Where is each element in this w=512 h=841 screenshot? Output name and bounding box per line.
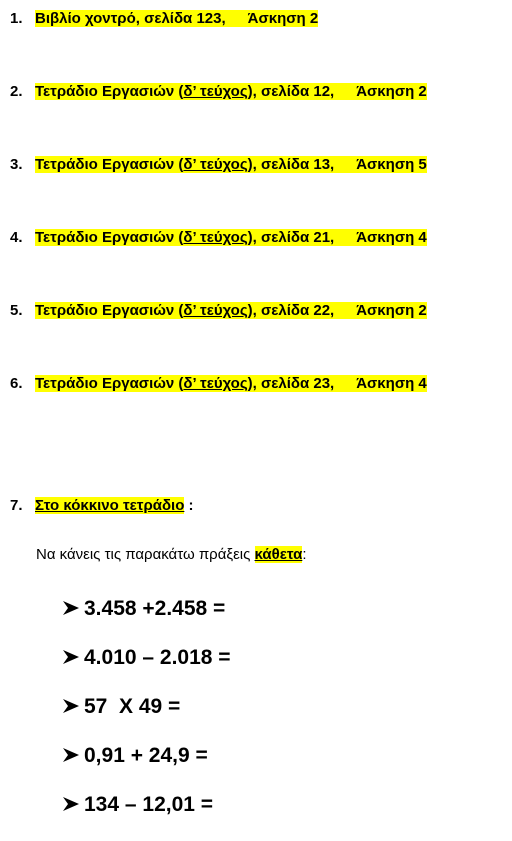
item-volume: δ’ τεύχος xyxy=(183,375,248,392)
item-text: Τετράδιο Εργασιών ( xyxy=(35,375,184,392)
list-item xyxy=(10,375,427,392)
item-exercise: Άσκηση 5 xyxy=(356,156,427,173)
item-text: Τετράδιο Εργασιών ( xyxy=(35,83,184,100)
arrow-bullet-icon xyxy=(62,744,84,768)
instruction-text: Να κάνεις τις παρακάτω πράξεις xyxy=(36,546,255,563)
operation-text: 4.010 – 2.018 = xyxy=(84,646,231,669)
item-page: ), σελίδα 21, xyxy=(247,229,335,246)
list-item xyxy=(10,229,427,246)
item-page: ), σελίδα 22, xyxy=(247,302,335,319)
item-text: Βιβλίο χοντρό, σελίδα 123, xyxy=(35,10,226,27)
item-text-highlight xyxy=(35,10,318,27)
item-volume: δ’ τεύχος xyxy=(183,302,248,319)
item-exercise: Άσκηση 4 xyxy=(356,229,427,246)
arrow-bullet-icon xyxy=(62,597,84,621)
list-item xyxy=(10,10,318,27)
instruction xyxy=(36,546,307,563)
operation-item xyxy=(62,793,213,817)
list-item xyxy=(10,156,427,173)
item-page: ), σελίδα 12, xyxy=(247,83,335,100)
item-page: ), σελίδα 23, xyxy=(247,375,335,392)
list-item xyxy=(10,302,427,319)
arrow-bullet-icon xyxy=(62,646,84,670)
operation-text: 3.458 +2.458 = xyxy=(84,597,226,620)
item-text-highlight xyxy=(35,375,427,392)
item-volume: δ’ τεύχος xyxy=(183,83,248,100)
arrow-bullet-icon xyxy=(62,793,84,817)
item-text-highlight xyxy=(35,83,427,100)
list-item xyxy=(10,83,427,100)
item-exercise: Άσκηση 2 xyxy=(356,302,427,319)
item-text-highlight xyxy=(35,156,427,173)
item-text: Τετράδιο Εργασιών ( xyxy=(35,229,184,246)
list-item xyxy=(10,497,194,514)
arrow-bullet-icon xyxy=(62,695,84,719)
instruction-suffix: : xyxy=(302,546,307,563)
item-text: Τετράδιο Εργασιών ( xyxy=(35,156,184,173)
item-exercise: Άσκηση 2 xyxy=(247,10,319,27)
item-suffix: : xyxy=(184,497,194,514)
item-text-highlight xyxy=(35,302,427,319)
item-text: Τετράδιο Εργασιών ( xyxy=(35,302,184,319)
item-number: 6. xyxy=(10,375,23,392)
operation-text: 0,91 + 24,9 = xyxy=(84,744,208,767)
item-number: 3. xyxy=(10,156,23,173)
item-label: Στο κόκκινο τετράδιο xyxy=(35,497,185,514)
operation-text: 134 – 12,01 = xyxy=(84,793,214,816)
instruction-highlight: κάθετα xyxy=(254,546,303,563)
item-number: 1. xyxy=(10,10,23,27)
item-text-highlight xyxy=(35,229,427,246)
operation-item xyxy=(62,744,208,768)
item-number: 7. xyxy=(10,497,23,514)
item-page: ), σελίδα 13, xyxy=(247,156,335,173)
item-number: 4. xyxy=(10,229,23,246)
item-number: 2. xyxy=(10,83,23,100)
item-exercise: Άσκηση 4 xyxy=(356,375,427,392)
operation-text: 57 X 49 = xyxy=(84,695,181,718)
item-exercise: Άσκηση 2 xyxy=(356,83,427,100)
item-volume: δ’ τεύχος xyxy=(183,156,248,173)
item-number: 5. xyxy=(10,302,23,319)
item-volume: δ’ τεύχος xyxy=(183,229,248,246)
operation-item xyxy=(62,695,180,719)
operation-item xyxy=(62,646,231,670)
operation-item xyxy=(62,597,225,621)
